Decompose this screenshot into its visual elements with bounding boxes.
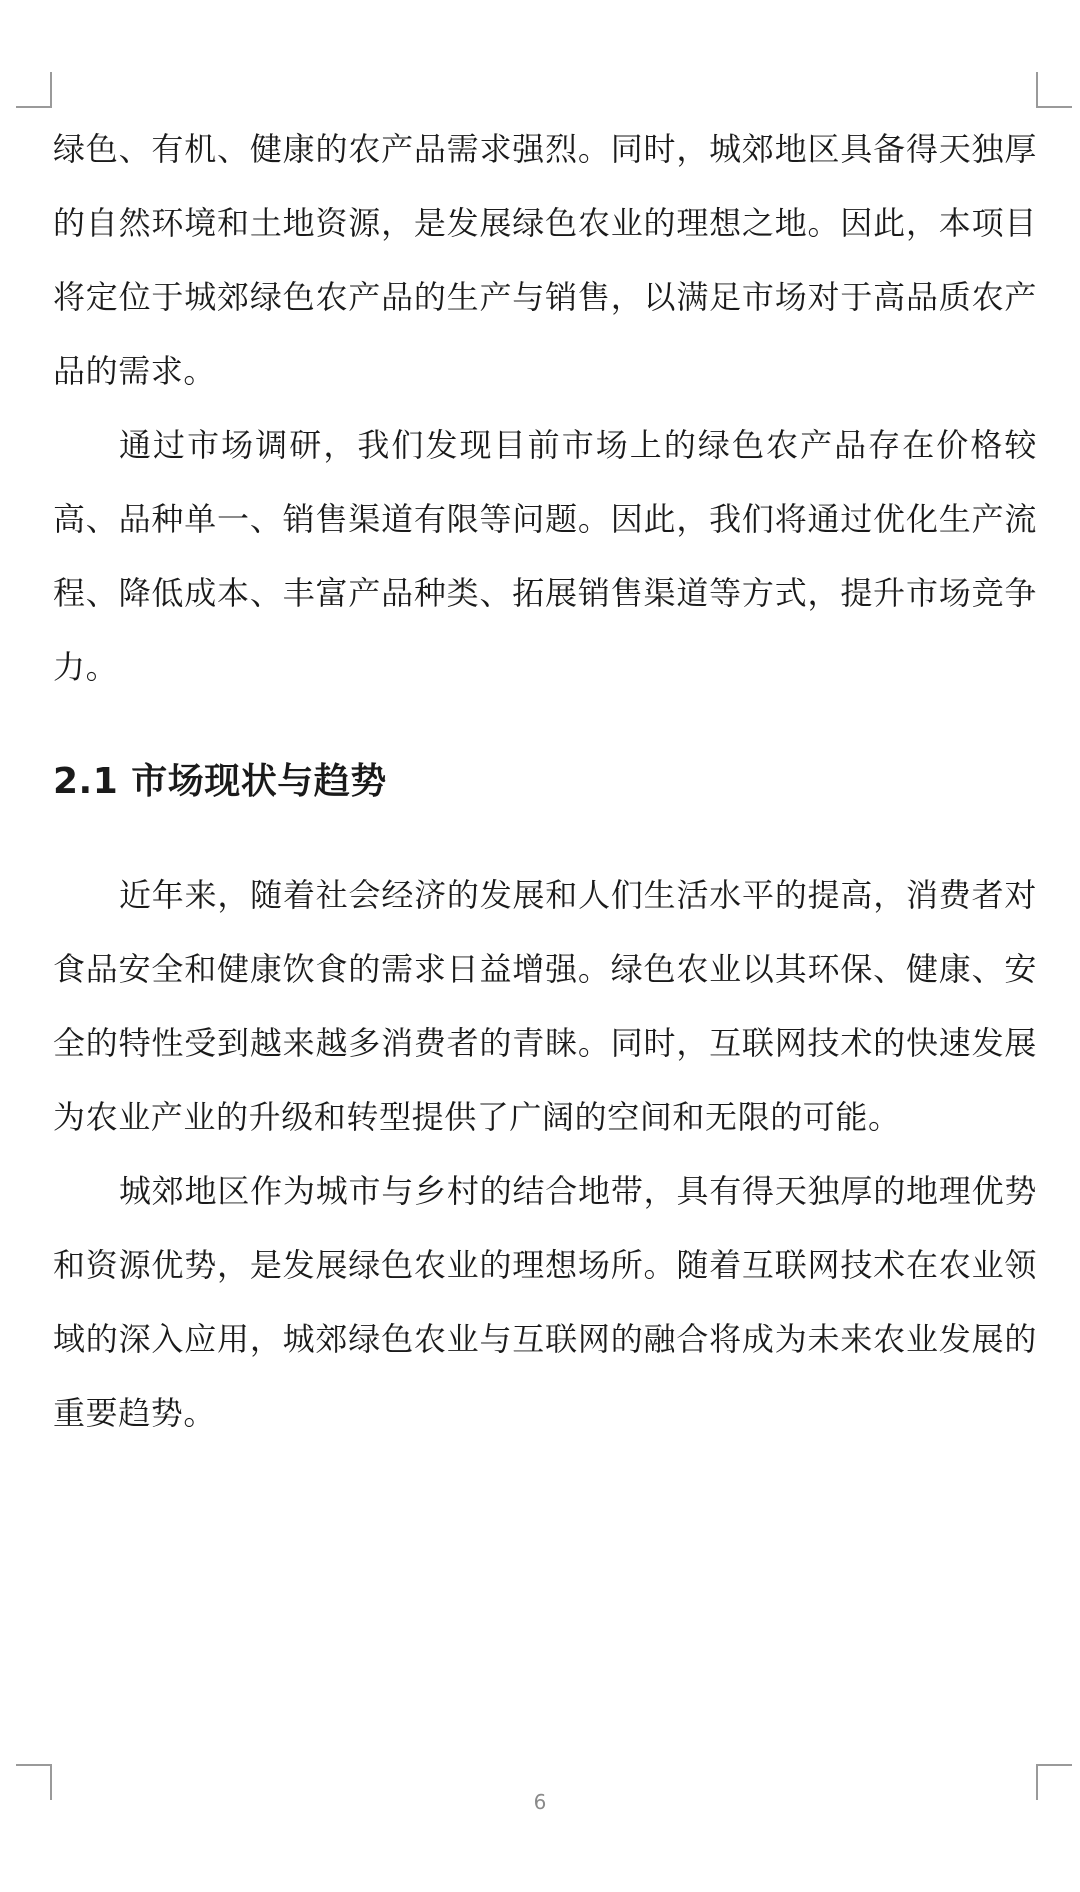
page-number: 6 xyxy=(533,1790,547,1814)
paragraph-market-trend: 城郊地区作为城市与乡村的结合地带，具有得天独厚的地理优势和资源优势，是发展绿色农业的理想场所。随着互联网技术在农业领域的深入应用，城郊绿色农业与互联网的融合将成为未来农业发展的重要趋势。 xyxy=(53,1172,1037,1432)
crop-mark-top-left xyxy=(16,72,52,108)
section-heading: 2.1 市场现状与趋势 xyxy=(53,761,387,802)
crop-mark-top-right xyxy=(1036,72,1072,108)
paragraph-continued: 绿色、有机、健康的农产品需求强烈。同时，城郊地区具备得天独厚的自然环境和土地资源，是发展绿色农业的理想之地。因此，本项目将定位于城郊绿色农产品的生产与销售，以满足市场对于高品质农产品的需求。 xyxy=(53,130,1037,390)
document-body xyxy=(53,112,1037,1450)
paragraph-market-status: 近年来，随着社会经济的发展和人们生活水平的提高，消费者对食品安全和健康饮食的需求日益增强。绿色农业以其环保、健康、安全的特性受到越来越多消费者的青睐。同时，互联网技术的快速发展为农业产业的升级和转型提供了广阔的空间和无限的可能。 xyxy=(53,876,1037,1136)
paragraph-market-research: 通过市场调研，我们发现目前市场上的绿色农产品存在价格较高、品种单一、销售渠道有限等问题。因此，我们将通过优化生产流程、降低成本、丰富产品种类、拓展销售渠道等方式，提升市场竞争力。 xyxy=(53,426,1037,686)
